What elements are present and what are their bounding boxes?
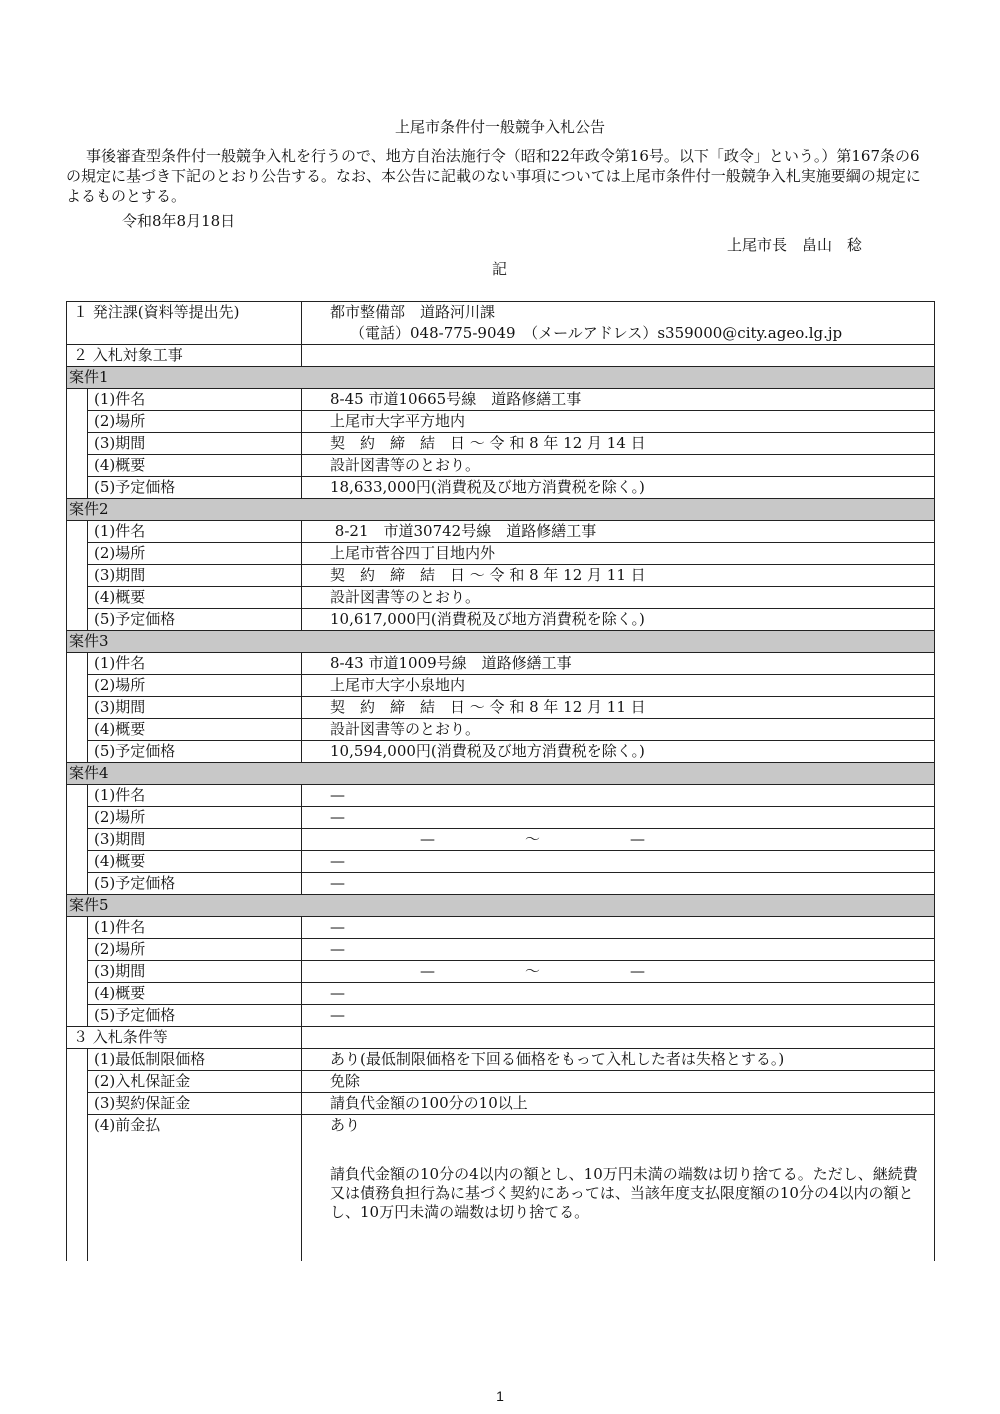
field-value-place: 上尾市菅谷四丁目地内外 xyxy=(302,543,935,565)
case-field-row xyxy=(67,411,935,433)
field-label-summary: (4)概要 xyxy=(88,851,302,873)
field-label-name: (1)件名 xyxy=(88,389,302,411)
case-field-row xyxy=(67,829,935,851)
condition-row xyxy=(67,1071,935,1093)
field-value-summary: 設計図書等のとおり。 xyxy=(302,587,935,609)
condition-row xyxy=(67,1049,935,1071)
indent-cell xyxy=(67,851,88,873)
field-label-summary: (4)概要 xyxy=(88,719,302,741)
indent-cell xyxy=(67,1049,88,1071)
case-field-row xyxy=(67,675,935,697)
section1-label: １ 発注課(資料等提出先) xyxy=(67,302,302,345)
indent-cell xyxy=(67,983,88,1005)
dept-text: 都市整備部 道路河川課 xyxy=(330,303,496,321)
case-header-row xyxy=(67,367,935,389)
field-label-period: (3)期間 xyxy=(88,829,302,851)
field-value-period: 契 約 締 結 日 ～ 令 和 8 年 12 月 11 日 xyxy=(302,565,935,587)
indent-cell xyxy=(67,961,88,983)
case-field-row xyxy=(67,587,935,609)
case-field-row xyxy=(67,455,935,477)
field-label-summary: (4)概要 xyxy=(88,455,302,477)
indent-cell xyxy=(67,653,88,675)
field-value-price: 10,617,000円(消費税及び地方消費税を除く。) xyxy=(302,609,935,631)
condition-value: 請負代金額の100分の10以上 xyxy=(302,1093,935,1115)
case-header: 案件5 xyxy=(67,895,935,917)
indent-cell xyxy=(67,609,88,631)
indent-cell xyxy=(67,1093,88,1115)
case-field-row xyxy=(67,785,935,807)
field-value-price: — xyxy=(302,873,935,895)
indent-cell xyxy=(67,939,88,961)
field-value-name: 8-21 市道30742号線 道路修繕工事 xyxy=(302,521,935,543)
case-field-row xyxy=(67,521,935,543)
indent-cell xyxy=(67,433,88,455)
ki-heading: 記 xyxy=(492,260,508,278)
field-value-price: 10,594,000円(消費税及び地方消費税を除く。) xyxy=(302,741,935,763)
case-field-row xyxy=(67,543,935,565)
field-label-price: (5)予定価格 xyxy=(88,1005,302,1027)
field-label-summary: (4)概要 xyxy=(88,587,302,609)
field-value-place: — xyxy=(302,807,935,829)
page-number: 1 xyxy=(496,1388,504,1404)
indent-cell xyxy=(67,1005,88,1027)
condition-value: あり(最低制限価格を下回る価格をもって入札した者は失格とする。) xyxy=(302,1049,935,1071)
notice-table xyxy=(66,301,935,1261)
section1-row xyxy=(67,302,935,345)
case-field-row xyxy=(67,565,935,587)
indent-cell xyxy=(67,521,88,543)
indent-cell xyxy=(67,455,88,477)
section1-value xyxy=(302,302,935,345)
indent-cell xyxy=(67,675,88,697)
advance-payment-row xyxy=(67,1115,935,1262)
field-label-summary: (4)概要 xyxy=(88,983,302,1005)
case-header-row xyxy=(67,631,935,653)
field-label-period: (3)期間 xyxy=(88,433,302,455)
field-label-place: (2)場所 xyxy=(88,939,302,961)
field-value-summary: 設計図書等のとおり。 xyxy=(302,455,935,477)
advance-flag: あり xyxy=(330,1116,361,1134)
field-value-period: — ～ — xyxy=(302,961,935,983)
case-field-row xyxy=(67,983,935,1005)
field-label-place: (2)場所 xyxy=(88,411,302,433)
indent-cell xyxy=(67,873,88,895)
field-label-price: (5)予定価格 xyxy=(88,477,302,499)
case-field-row xyxy=(67,697,935,719)
case-header: 案件2 xyxy=(67,499,935,521)
case-field-row xyxy=(67,433,935,455)
field-label-place: (2)場所 xyxy=(88,675,302,697)
contact-text: （電話）048-775-9049 （メールアドレス）s359000@city.ageo.lg.jp xyxy=(350,324,843,342)
field-label-place: (2)場所 xyxy=(88,807,302,829)
section2-row xyxy=(67,345,935,367)
field-label-name: (1)件名 xyxy=(88,785,302,807)
section2-value xyxy=(302,345,935,367)
case-field-row xyxy=(67,719,935,741)
field-value-name: — xyxy=(302,917,935,939)
field-label-period: (3)期間 xyxy=(88,565,302,587)
indent-cell xyxy=(67,565,88,587)
section3-row xyxy=(67,1027,935,1049)
field-value-period: 契 約 締 結 日 ～ 令 和 8 年 12 月 11 日 xyxy=(302,697,935,719)
section3-label: ３ 入札条件等 xyxy=(67,1027,302,1049)
field-label-price: (5)予定価格 xyxy=(88,609,302,631)
indent-cell xyxy=(67,389,88,411)
case-field-row xyxy=(67,939,935,961)
indent-cell xyxy=(67,543,88,565)
field-value-place: 上尾市大字小泉地内 xyxy=(302,675,935,697)
field-label-name: (1)件名 xyxy=(88,917,302,939)
condition-label: (2)入札保証金 xyxy=(88,1071,302,1093)
section3-value xyxy=(302,1027,935,1049)
case-header-row xyxy=(67,499,935,521)
field-value-name: 8-45 市道10665号線 道路修繕工事 xyxy=(302,389,935,411)
field-label-price: (5)予定価格 xyxy=(88,873,302,895)
section2-label: ２ 入札対象工事 xyxy=(67,345,302,367)
advance-detail: 請負代金額の10分の4以内の額とし、10万円未満の端数は切り捨てる。ただし、継続費又は債務負担行為に基づく契約にあっては、当該年度支払限度額の10分の4以内の額とし、10万円未満の端数は切り捨てる。 xyxy=(330,1165,918,1221)
case-field-row xyxy=(67,477,935,499)
intro-paragraph: 事後審査型条件付一般競争入札を行うので、地方自治法施行令（昭和22年政令第16号。以下「政令」という。）第167条の6の規定に基づき下記のとおり公告する。なお、本公告に記載のない事項については上尾市条件付一般競争入札実施要綱の規定によるものとする。 xyxy=(66,147,921,205)
field-label-period: (3)期間 xyxy=(88,697,302,719)
case-header-row xyxy=(67,895,935,917)
condition-label: (1)最低制限価格 xyxy=(88,1049,302,1071)
case-field-row xyxy=(67,389,935,411)
mayor-signature: 上尾市長 畠山 稔 xyxy=(727,236,863,254)
case-field-row xyxy=(67,961,935,983)
notice-title: 上尾市条件付一般競争入札公告 xyxy=(394,118,605,136)
field-value-place: 上尾市大字平方地内 xyxy=(302,411,935,433)
case-field-row xyxy=(67,1005,935,1027)
field-value-period: — ～ — xyxy=(302,829,935,851)
field-label-name: (1)件名 xyxy=(88,521,302,543)
case-field-row xyxy=(67,653,935,675)
condition-row xyxy=(67,1093,935,1115)
indent-cell xyxy=(67,477,88,499)
field-value-summary: — xyxy=(302,851,935,873)
indent-cell xyxy=(67,697,88,719)
case-field-row xyxy=(67,807,935,829)
advance-value xyxy=(302,1115,935,1262)
field-label-place: (2)場所 xyxy=(88,543,302,565)
field-value-period: 契 約 締 結 日 ～ 令 和 8 年 12 月 14 日 xyxy=(302,433,935,455)
case-field-row xyxy=(67,609,935,631)
condition-value: 免除 xyxy=(302,1071,935,1093)
condition-label: (3)契約保証金 xyxy=(88,1093,302,1115)
case-field-row xyxy=(67,873,935,895)
field-value-price: — xyxy=(302,1005,935,1027)
case-field-row xyxy=(67,741,935,763)
indent-cell xyxy=(67,411,88,433)
case-header: 案件3 xyxy=(67,631,935,653)
indent-cell xyxy=(67,917,88,939)
field-value-price: 18,633,000円(消費税及び地方消費税を除く。) xyxy=(302,477,935,499)
field-value-place: — xyxy=(302,939,935,961)
case-header: 案件1 xyxy=(67,367,935,389)
case-field-row xyxy=(67,917,935,939)
indent-cell xyxy=(67,807,88,829)
field-value-name: 8-43 市道1009号線 道路修繕工事 xyxy=(302,653,935,675)
indent-cell xyxy=(67,1071,88,1093)
advance-label: (4)前金払 xyxy=(88,1115,302,1262)
field-label-name: (1)件名 xyxy=(88,653,302,675)
case-header-row xyxy=(67,763,935,785)
field-value-summary: — xyxy=(302,983,935,1005)
indent-cell xyxy=(67,1115,88,1262)
field-value-name: — xyxy=(302,785,935,807)
field-label-period: (3)期間 xyxy=(88,961,302,983)
field-label-price: (5)予定価格 xyxy=(88,741,302,763)
indent-cell xyxy=(67,719,88,741)
case-header: 案件4 xyxy=(67,763,935,785)
indent-cell xyxy=(67,829,88,851)
case-field-row xyxy=(67,851,935,873)
field-value-summary: 設計図書等のとおり。 xyxy=(302,719,935,741)
notice-date: 令和8年8月18日 xyxy=(122,212,236,230)
indent-cell xyxy=(67,785,88,807)
indent-cell xyxy=(67,587,88,609)
indent-cell xyxy=(67,741,88,763)
